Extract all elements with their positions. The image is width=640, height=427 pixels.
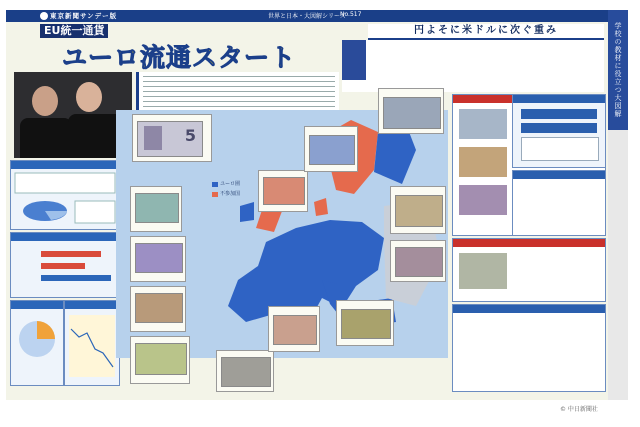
euro-banknote-callout bbox=[132, 114, 212, 162]
italy-note-callout bbox=[268, 306, 320, 352]
side-strip bbox=[608, 130, 628, 400]
netherlands-note-callout bbox=[304, 126, 358, 172]
france-note-callout bbox=[216, 350, 274, 392]
left-stats-box bbox=[10, 160, 120, 230]
spain-note-callout bbox=[130, 336, 190, 384]
right-article-body bbox=[342, 40, 604, 92]
newspaper-page bbox=[6, 10, 628, 400]
headline: ユーロ流通スタート bbox=[62, 43, 297, 72]
legend-euro-zone: ユーロ圏 bbox=[220, 181, 241, 187]
masthead-bar bbox=[6, 10, 628, 22]
side-label: 学校の教材に役立つ大図解 bbox=[608, 10, 628, 130]
austria-note-callout bbox=[390, 186, 446, 234]
legend-non-euro: 不参加国 bbox=[220, 191, 241, 197]
footer-credit: © 中日新聞社 bbox=[560, 406, 598, 413]
left-bar-box bbox=[10, 232, 120, 298]
kicker: EU統一通貨 bbox=[40, 24, 108, 38]
left-line-graphic bbox=[65, 309, 119, 383]
face-right bbox=[76, 82, 102, 112]
right-article-2 bbox=[512, 170, 606, 236]
left-pie-graphic bbox=[11, 309, 63, 383]
greece-note-callout bbox=[336, 300, 394, 346]
right-article-title: 円よそに米ドルに次ぐ重み bbox=[368, 24, 604, 40]
left-stats-graphic bbox=[11, 169, 119, 227]
left-line-box bbox=[64, 300, 120, 386]
euro-5-banknote: 5 bbox=[137, 121, 203, 157]
left-bar-graphic bbox=[11, 241, 119, 295]
right-article-label bbox=[342, 40, 366, 80]
irish-note-callout bbox=[130, 186, 182, 232]
ecb-structure-panel bbox=[512, 94, 606, 168]
belgium-note-callout bbox=[258, 170, 308, 212]
right-panel-2 bbox=[452, 238, 606, 302]
publisher-name: 東京新聞サンデー版 bbox=[50, 12, 118, 20]
finland-note-callout bbox=[378, 88, 444, 134]
series-name: 世界と日本・大図解シリーズ bbox=[268, 13, 346, 20]
left-pie-box bbox=[10, 300, 64, 386]
leaders-photo bbox=[14, 72, 132, 158]
right-panel-3 bbox=[452, 304, 606, 392]
issue-number: No.517 bbox=[340, 11, 362, 18]
portugal-note-callout bbox=[130, 286, 186, 332]
newspaper-logo-icon bbox=[40, 12, 48, 20]
luxembourg-note-callout bbox=[130, 236, 186, 282]
suit-left bbox=[20, 118, 72, 158]
germany-note-callout bbox=[390, 240, 446, 282]
face-left bbox=[32, 86, 58, 116]
